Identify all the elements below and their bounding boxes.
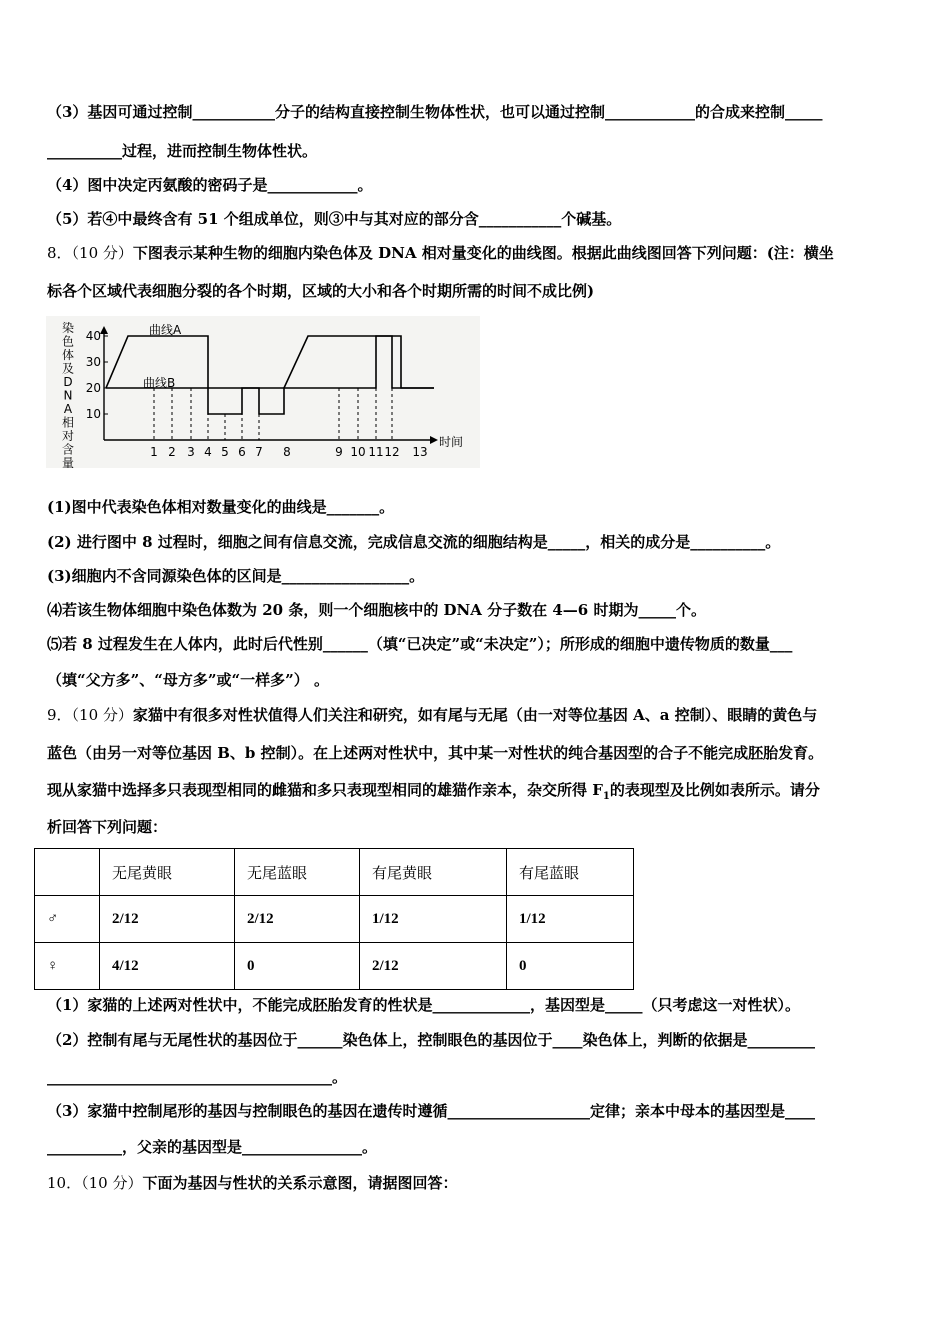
table-cell: 2/12 <box>100 896 235 943</box>
table-cell-sex: ♀ <box>35 943 100 990</box>
y-axis-arrow <box>100 326 108 334</box>
y-label-char: 对 <box>61 429 75 443</box>
q9-line-1 <box>47 705 817 725</box>
y-label-char: 量 <box>61 456 75 468</box>
q7-line-4: （4）图中决定丙氨酸的密码子是____________。 <box>47 176 373 194</box>
y-label-char: 含 <box>61 442 75 457</box>
x-tick-label: 11 <box>368 445 384 459</box>
x-tick-label: 5 <box>221 445 229 459</box>
chart-svg <box>46 316 480 468</box>
table-header-cell: 无尾黄眼 <box>100 849 235 896</box>
y-label-char: D <box>63 375 73 389</box>
y-label-char: 相 <box>61 415 75 430</box>
q8-sub-5b: （填“父方多”、“母方多”或“一样多”） 。 <box>47 671 329 689</box>
phenotype-table <box>34 848 634 990</box>
q8-number: 8．（10 分） <box>47 244 133 262</box>
q7-line-5: （5）若④中最终含有 51 个组成单位，则③中与其对应的部分含___________个碱基。 <box>47 210 622 228</box>
table-header-cell <box>35 849 100 896</box>
q10-number: 10．（10 分） <box>47 1174 143 1192</box>
x-tick-label: 7 <box>255 445 263 459</box>
x-tick-label: 6 <box>238 445 246 459</box>
table-header-row <box>35 849 634 896</box>
q10-text-1: 下面为基因与性状的关系示意图，请据图回答： <box>142 1174 458 1192</box>
table-cell: 0 <box>507 943 634 990</box>
curve-b-label: 曲线B <box>143 376 176 390</box>
x-tick-label: 13 <box>412 445 428 459</box>
q8-line-2: 标各个区域代表细胞分裂的各个时期，区域的大小和各个时期所需的时间不成比例) <box>47 282 595 300</box>
x-tick-label: 4 <box>204 445 212 459</box>
x-tick-label: 3 <box>187 445 195 459</box>
y-tick-label: 30 <box>85 355 101 369</box>
table-cell: 4/12 <box>100 943 235 990</box>
q7-line-3a: （3）基因可通过控制___________分子的结构直接控制生物体性状，也可以通过控制____________的合成来控制_____ <box>47 103 823 121</box>
q9-sub-3b: __________，父亲的基因型是________________。 <box>47 1138 378 1156</box>
y-label-char: 染 <box>61 321 75 335</box>
q9-line-3 <box>47 780 820 807</box>
q9-line-4: 析回答下列问题： <box>47 818 168 836</box>
y-label-char: 及 <box>61 361 75 376</box>
q9-text-3a: 现从家猫中选择多只表现型相同的雌猫和多只表现型相同的雄猫作亲本，杂交所得 F <box>47 781 603 799</box>
x-tick-label: 2 <box>168 445 176 459</box>
table-header-cell: 无尾蓝眼 <box>235 849 360 896</box>
q9-sub-3a: （3）家猫中控制尾形的基因与控制眼色的基因在遗传时遵循___________________定律；亲本中母本的基因型是____ <box>47 1102 815 1120</box>
x-tick-label: 1 <box>150 445 158 459</box>
x-tick-label: 8 <box>283 445 291 459</box>
chromosome-dna-chart <box>46 316 480 468</box>
q8-sub-5a: ⑸若 8 过程发生在人体内，此时后代性别______（填“已决定”或“未决定”）；所形成的细胞中遗传物质的数量___ <box>47 635 793 653</box>
q9-number: 9．（10 分） <box>47 706 133 724</box>
table-row <box>35 896 634 943</box>
table-cell-sex: ♂ <box>35 896 100 943</box>
q7-line-3b: __________过程，进而控制生物体性状。 <box>47 142 318 160</box>
y-axis-label <box>62 320 74 468</box>
q8-line-1 <box>47 243 834 263</box>
y-tick-label: 40 <box>85 329 101 343</box>
q9-text-1: 家猫中有很多对性状值得人们关注和研究，如有尾与无尾（由一对等位基因 A、a 控制）、眼睛的黄色与 <box>132 706 818 724</box>
q8-sub-4: ⑷若该生物体细胞中染色体数为 20 条，则一个细胞核中的 DNA 分子数在 4—6 时期为_____个。 <box>47 601 706 619</box>
table-cell: 2/12 <box>360 943 507 990</box>
y-label-char: A <box>63 402 73 416</box>
q8-sub-3: (3)细胞内不含同源染色体的区间是_________________。 <box>47 567 425 585</box>
table-row <box>35 943 634 990</box>
table-header-cell: 有尾黄眼 <box>360 849 507 896</box>
q8-sub-1: (1)图中代表染色体相对数量变化的曲线是_______。 <box>47 498 395 516</box>
table-header-cell: 有尾蓝眼 <box>507 849 634 896</box>
q8-text-1: 下图表示某种生物的细胞内染色体及 DNA 相对量变化的曲线图。根据此曲线图回答下列问题：(注：横坐 <box>132 244 834 262</box>
q9-sub-1: （1）家猫的上述两对性状中，不能完成胚胎发育的性状是_____________，基因型是_____（只考虑这一对性状）。 <box>47 996 800 1014</box>
table-cell: 2/12 <box>235 896 360 943</box>
q10-line-1 <box>47 1173 457 1193</box>
x-tick-label: 9 <box>335 445 343 459</box>
q9-text-3-sub: 1 <box>602 791 610 802</box>
x-tick-label: 10 <box>350 445 366 459</box>
q9-sub-2b: ______________________________________。 <box>47 1068 348 1086</box>
q8-sub-2: (2) 进行图中 8 过程时，细胞之间有信息交流，完成信息交流的细胞结构是_____，相关的成分是__________。 <box>47 533 781 551</box>
y-tick-label: 20 <box>85 381 101 395</box>
curve-b-line <box>106 336 434 414</box>
table-cell: 0 <box>235 943 360 990</box>
y-label-char: 色 <box>61 334 75 349</box>
q9-sub-2a: （2）控制有尾与无尾性状的基因位于______染色体上，控制眼色的基因位于____染色体上，判断的依据是_________ <box>47 1031 815 1049</box>
y-label-char: N <box>63 388 73 403</box>
x-axis-label: 时间 <box>439 435 464 449</box>
q9-text-3b: 的表现型及比例如表所示。请分 <box>609 781 820 799</box>
table-cell: 1/12 <box>507 896 634 943</box>
curve-a-label: 曲线A <box>149 323 182 337</box>
x-tick-label: 12 <box>384 445 400 459</box>
y-label-char: 体 <box>61 348 75 362</box>
q9-line-2: 蓝色（由另一对等位基因 B、b 控制）。在上述两对性状中，其中某一对性状的纯合基因型的合子不能完成胚胎发育。 <box>47 744 824 762</box>
table-cell: 1/12 <box>360 896 507 943</box>
x-axis-arrow <box>430 436 438 444</box>
y-tick-label: 10 <box>85 407 101 421</box>
